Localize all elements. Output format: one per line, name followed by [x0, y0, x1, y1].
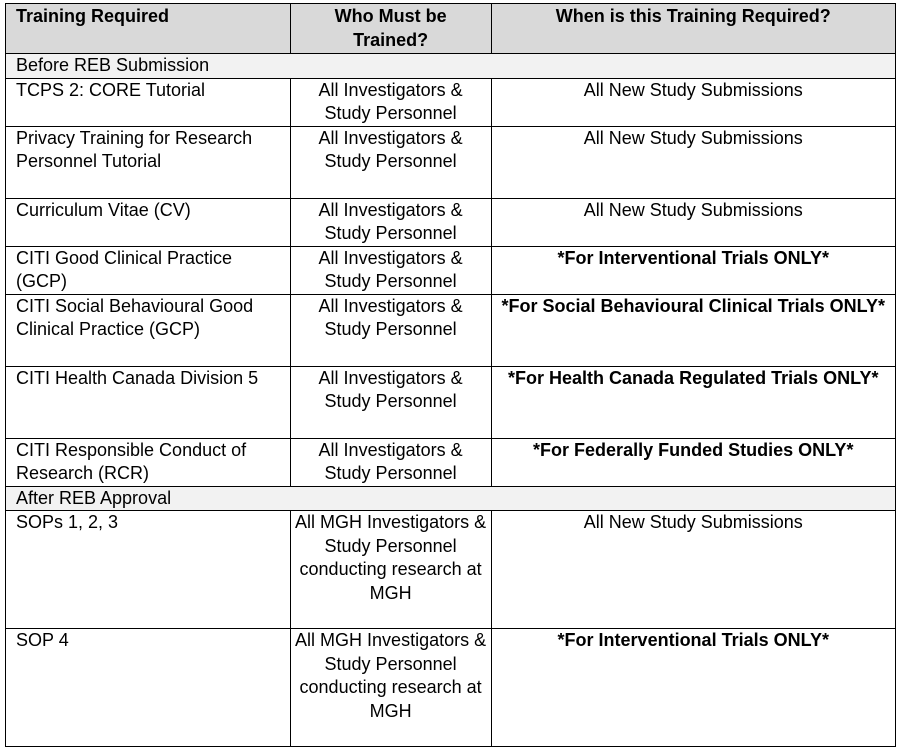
cell-training: SOP 4 — [6, 629, 291, 747]
cell-training: SOPs 1, 2, 3 — [6, 511, 291, 629]
cell-when: *For Federally Funded Studies ONLY* — [491, 438, 896, 486]
cell-who: All Investigators & Study Personnel — [290, 366, 491, 438]
table-row — [6, 366, 896, 438]
section-title: After REB Approval — [6, 486, 896, 511]
section-title: Before REB Submission — [6, 54, 896, 79]
table-row — [6, 246, 896, 294]
training-requirements-table — [5, 3, 896, 747]
section-row — [6, 54, 896, 79]
cell-training: CITI Health Canada Division 5 — [6, 366, 291, 438]
cell-when: *For Social Behavioural Clinical Trials ONLY* — [491, 294, 896, 366]
cell-when: All New Study Submissions — [491, 198, 896, 246]
header-row — [6, 4, 896, 54]
cell-who: All Investigators & Study Personnel — [290, 198, 491, 246]
table-row — [6, 78, 896, 126]
cell-when: All New Study Submissions — [491, 78, 896, 126]
table-row — [6, 438, 896, 486]
cell-who: All Investigators & Study Personnel — [290, 294, 491, 366]
table-row — [6, 126, 896, 198]
table-row — [6, 629, 896, 747]
cell-training: Curriculum Vitae (CV) — [6, 198, 291, 246]
cell-when: *For Interventional Trials ONLY* — [491, 629, 896, 747]
table-row — [6, 511, 896, 629]
cell-when: *For Health Canada Regulated Trials ONLY* — [491, 366, 896, 438]
cell-training: CITI Responsible Conduct of Research (RCR) — [6, 438, 291, 486]
cell-who: All Investigators & Study Personnel — [290, 126, 491, 198]
cell-who: All MGH Investigators & Study Personnel conducting research at MGH — [290, 511, 491, 629]
table-row — [6, 294, 896, 366]
cell-who: All Investigators & Study Personnel — [290, 78, 491, 126]
header-training: Training Required — [6, 4, 291, 54]
cell-when: *For Interventional Trials ONLY* — [491, 246, 896, 294]
cell-who: All Investigators & Study Personnel — [290, 438, 491, 486]
header-who: Who Must be Trained? — [290, 4, 491, 54]
cell-who: All MGH Investigators & Study Personnel conducting research at MGH — [290, 629, 491, 747]
cell-who: All Investigators & Study Personnel — [290, 246, 491, 294]
cell-training: CITI Good Clinical Practice (GCP) — [6, 246, 291, 294]
cell-when: All New Study Submissions — [491, 126, 896, 198]
cell-training: Privacy Training for Research Personnel Tutorial — [6, 126, 291, 198]
cell-training: TCPS 2: CORE Tutorial — [6, 78, 291, 126]
table-row — [6, 198, 896, 246]
cell-when: All New Study Submissions — [491, 511, 896, 629]
cell-training: CITI Social Behavioural Good Clinical Practice (GCP) — [6, 294, 291, 366]
section-row — [6, 486, 896, 511]
header-when: When is this Training Required? — [491, 4, 896, 54]
